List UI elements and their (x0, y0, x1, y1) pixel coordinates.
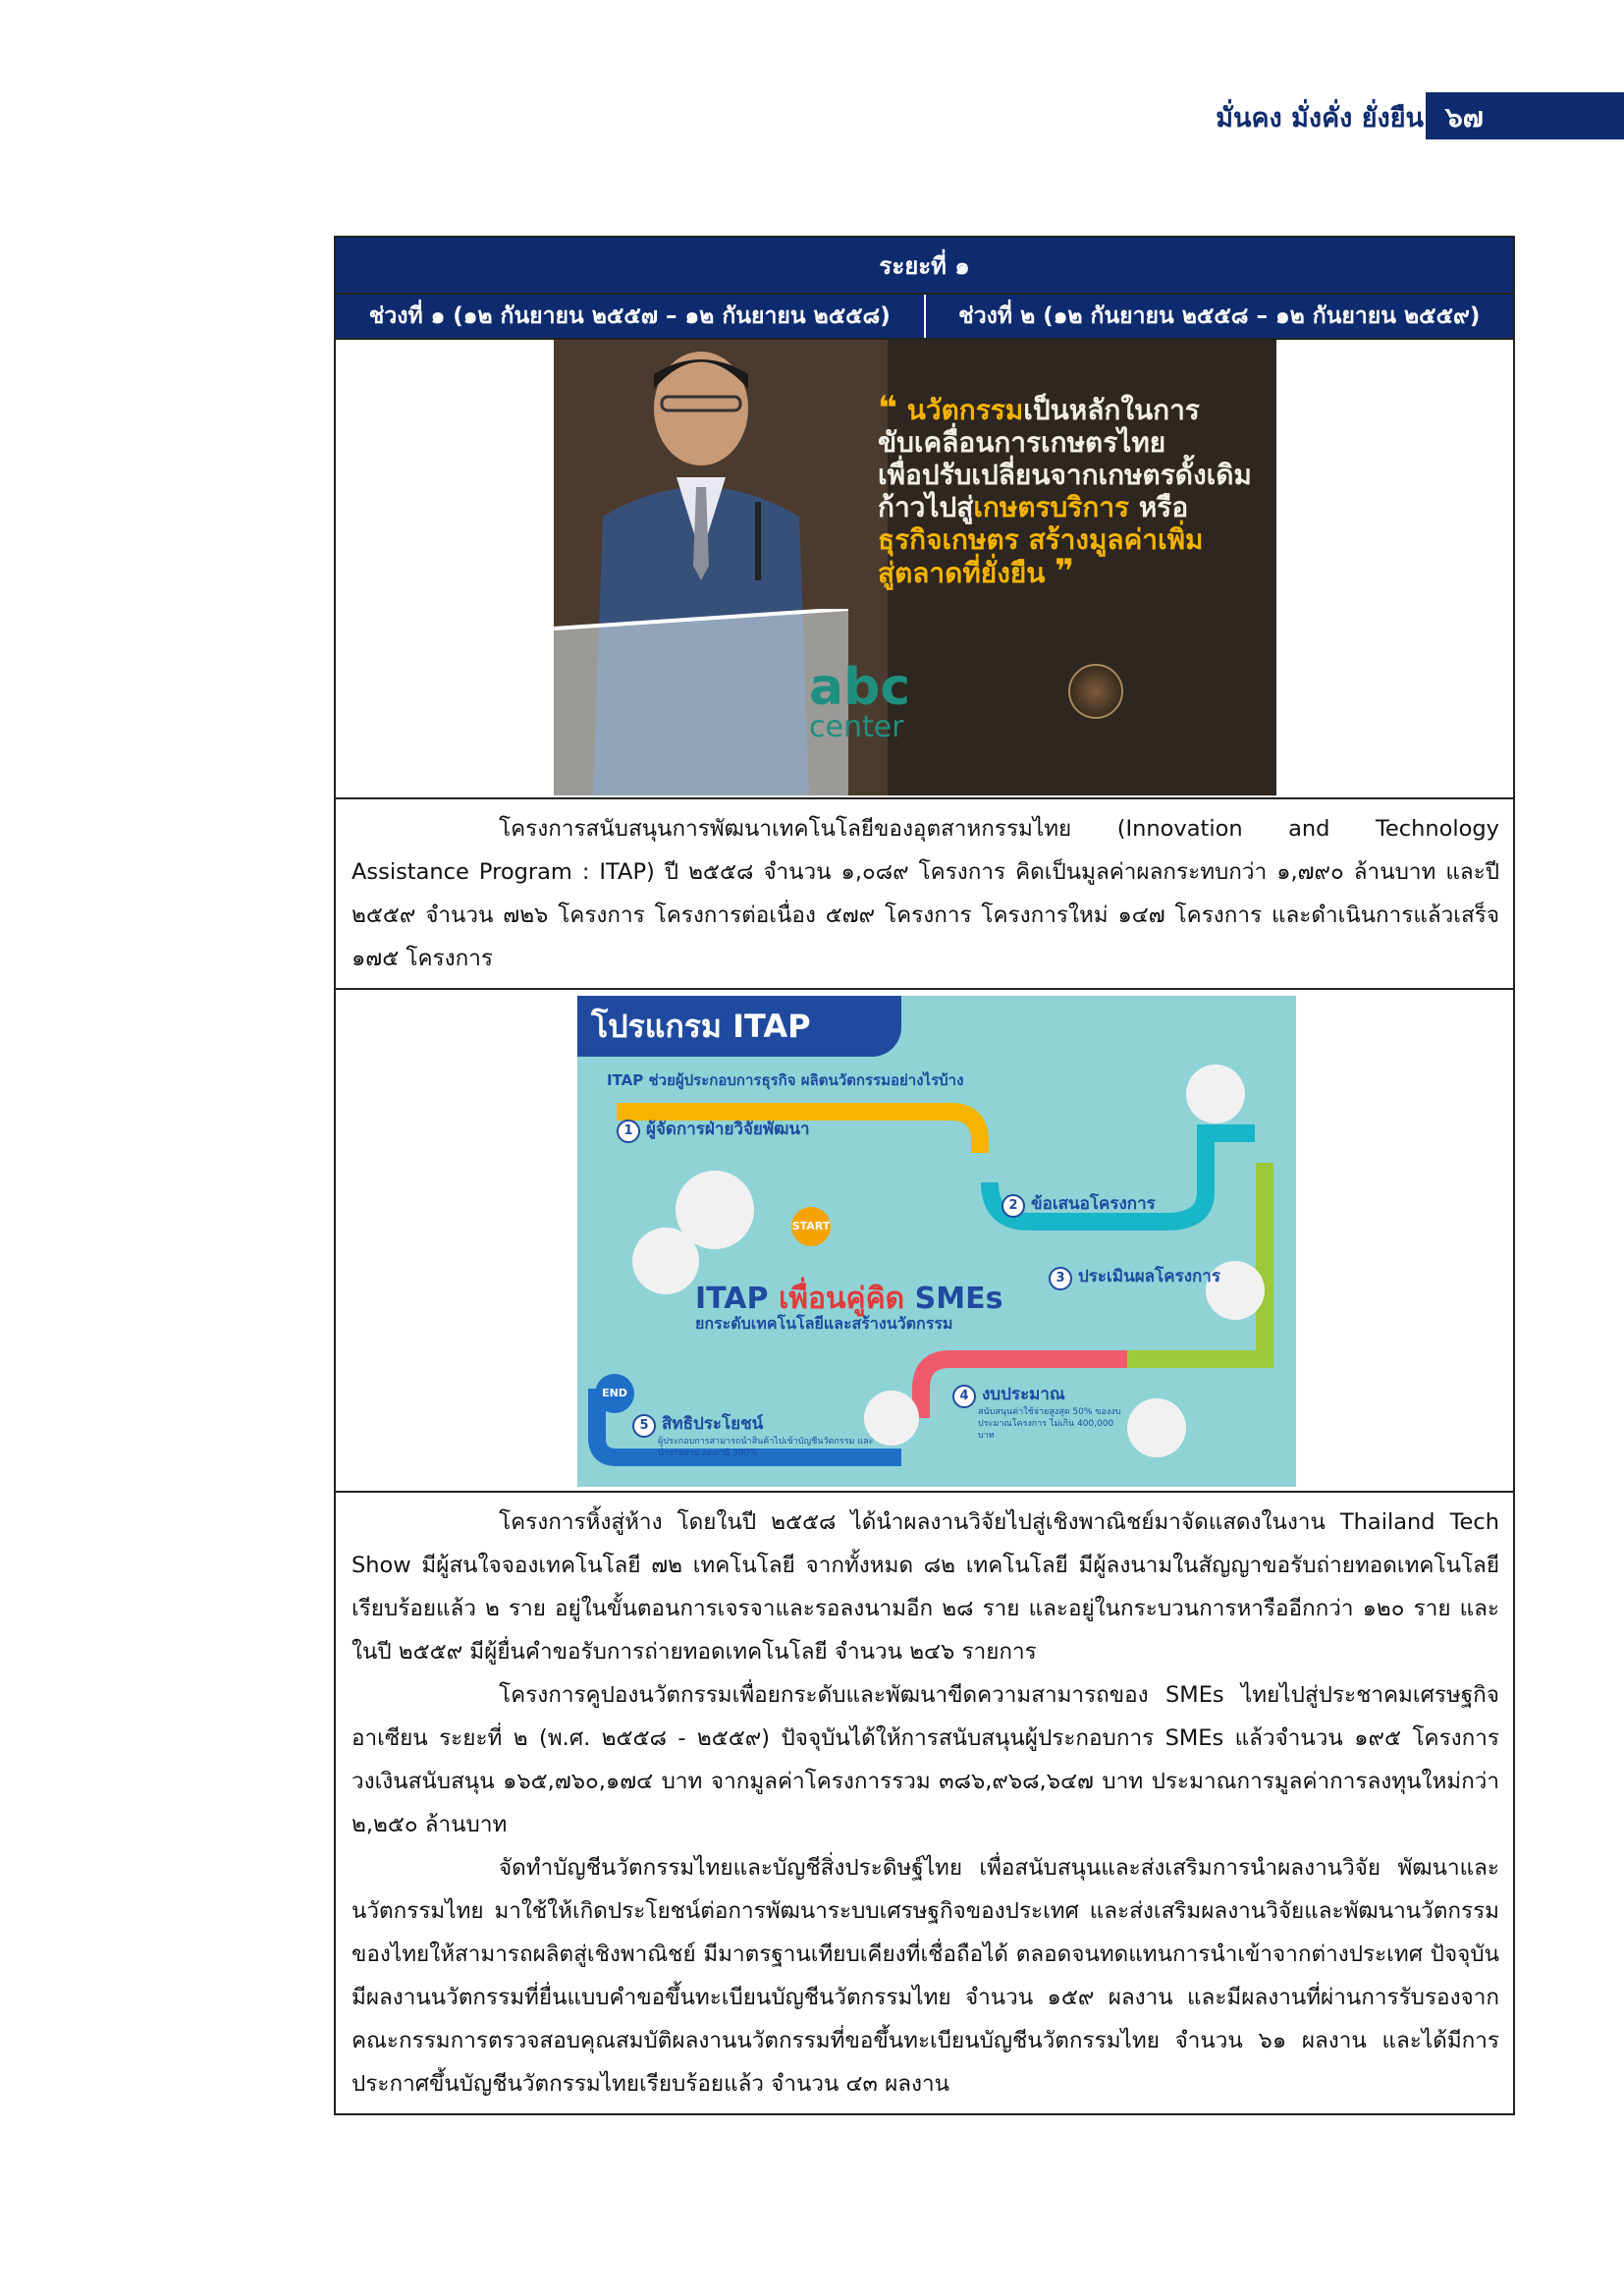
innovation-list-text: จัดทำบัญชีนวัตกรรมไทยและบัญชีสิ่งประดิษฐ์ไทย เพื่อสนับสนุนและส่งเสริมการนำผลงานวิจัย พัฒนาและนวัตกรรมไทย มาใช้ให้เกิดประโยชน์ต่อการพัฒนาระบบเศรษฐกิจของประเทศ และส่งเสริมผลงานวิจัยและพัฒนานวัตกรรมของไทยให้สามารถผลิตสู่เชิงพาณิชย์ มีมาตรฐานเทียบเคียงที่เชื่อถือได้ ตลอดจนทดแทนการนำเข้าจากต่างประเทศ ปัจจุบันมีผลงานนวัตกรรมที่ยื่นแบบคำขอขึ้นทะเบียนบัญชีนวัตกรรมไทย จำนวน ๑๕๙ ผลงาน และมีผลงานที่ผ่านการรับรองจากคณะกรรมการตรวจสอบคุณสมบัติผลงานนวัตกรรมที่ขอขึ้นทะเบียนบัญชีนวัตกรรมไทย จำนวน ๖๑ ผลงาน และได้มีการประกาศขึ้นบัญชีนวัตกรรมไทยเรียบร้อยแล้ว จำนวน ๔๓ ผลงาน (352, 1855, 1499, 2097)
quote-line-4-end: หรือ (1129, 491, 1189, 523)
center-smes: SMEs (914, 1282, 1003, 1316)
center-itap: ITAP (695, 1282, 769, 1316)
table-title: ระยะที่ ๑ (336, 238, 1513, 295)
itap-infographic (577, 996, 1296, 1487)
step-5-description: ผู้ประกอบการสามารถนำสินค้าไปเข้าบัญชีนวัตกรรม และนำรายจ่าย ลดภาษี 300% (658, 1437, 874, 1458)
step-1: 1 ผู้จัดการฝ่ายวิจัยพัฒนา (617, 1116, 810, 1143)
quote-line-4: ก้าวไปสู่ (878, 491, 974, 523)
quote-line-2: ขับเคลื่อนการเกษตรไทย (878, 426, 1166, 459)
step-4-description: สนับสนุนค่าใช้จ่ายสูงสุด 50% ของงบประมาณโครงการ ไม่เกิน 400,000 บาท (978, 1407, 1121, 1441)
period-2-header: ช่วงที่ ๒ (๑๒ กันยายน ๒๕๕๘ – ๑๒ กันยายน ๒๕๕๙) (924, 295, 1514, 338)
header-slogan: มั่นคง มั่งคั่ง ยั่งยืน (1216, 103, 1424, 134)
end-badge: END (595, 1374, 634, 1413)
page-number-box (1426, 92, 1624, 139)
logo-center: center (809, 710, 904, 744)
ministry-seal-icon (1068, 664, 1123, 719)
programs-detail-row (336, 1493, 1513, 2113)
infographic-center-subtitle: ยกระดับเทคโนโลยีและสร้างนวัตกรรม (695, 1314, 953, 1333)
logo-abc: abc (809, 658, 911, 717)
page-number: ๖๗ (1445, 101, 1484, 134)
photo-row (336, 340, 1513, 799)
quote-line-6-hl: สู่ตลาดที่ยั่งยืน (878, 557, 1046, 589)
quote-line-1-hl: นวัตกรรม (906, 394, 1024, 426)
podium (554, 609, 848, 795)
event-photo (554, 340, 1276, 795)
infographic-title: โปรแกรม ITAP (577, 996, 901, 1057)
innovation-coupon-text: โครงการคูปองนวัตกรรมเพื่อยกระดับและพัฒนาขีดความสามารถของ SMEs ไทยไปสู่ประชาคมเศรษฐกิจอาเซียน ระยะที่ ๒ (พ.ศ. ๒๕๕๘ - ๒๕๕๙) ปัจจุบันได้ให้การสนับสนุนผู้ประกอบการ SMEs แล้วจำนวน ๑๙๕ โครงการ วงเงินสนับสนุน ๑๖๕,๗๖๐,๑๗๔ บาท จากมูลค่าโครงการรวม ๓๘๖,๙๖๘,๖๔๗ บาท ประมาณการมูลค่าการลงทุนใหม่กว่า ๒,๒๕๐ ล้านบาท (352, 1682, 1499, 1837)
period-1-header: ช่วงที่ ๑ (๑๒ กันยายน ๒๕๕๗ – ๑๒ กันยายน ๒๕๕๘) (368, 303, 891, 329)
itap-summary-text: โครงการสนับสนุนการพัฒนาเทคโนโลยีของอุตสาหกรรมไทย (Innovation and Technology Assistance Program : ITAP) ปี ๒๕๕๘ จำนวน ๑,๐๘๙ โครงการ คิดเป็นมูลค่าผลกระทบกว่า ๑,๗๙๐ ล้านบาท และปี ๒๕๕๙ จำนวน ๗๒๖ โครงการ โครงการต่อเนื่อง ๕๗๙ โครงการ โครงการใหม่ ๑๔๗ โครงการ และดำเนินการแล้วเสร็จ ๑๗๕ โครงการ (352, 816, 1499, 971)
infographic-row (336, 990, 1513, 1493)
step-4: 4 งบประมาณ (952, 1381, 1065, 1408)
quote-line-5-hl: ธุรกิจเกษตร สร้างมูลค่าเพิ่ม (878, 523, 1204, 556)
start-badge: START (791, 1207, 831, 1246)
quote-line-3: เพื่อปรับเปลี่ยนจากเกษตรดั้งเดิม (878, 459, 1252, 491)
itap-summary-row (336, 799, 1513, 990)
infographic-subtitle: ITAP ช่วยผู้ประกอบการธุรกิจ ผลิตนวัตกรรมอย่างไรบ้าง (607, 1071, 964, 1089)
quote-line-1: เป็นหลักในการ (1023, 394, 1200, 426)
step-5: 5 สิทธิประโยชน์ (632, 1410, 763, 1438)
phase-table (334, 236, 1515, 2115)
step-2: 2 ข้อเสนอโครงการ (1001, 1190, 1156, 1218)
quote-open-icon: ❝ (878, 389, 897, 428)
photo-quote (878, 389, 1261, 591)
tech-show-text: โครงการหิ้งสู่ห้าง โดยในปี ๒๕๕๘ ได้นำผลงานวิจัยไปสู่เชิงพาณิชย์มาจัดแสดงในงาน Thailand Tech Show มีผู้สนใจจองเทคโนโลยี ๗๒ เทคโนโลยี จากทั้งหมด ๘๒ เทคโนโลยี มีผู้ลงนามในสัญญาขอรับถ่ายทอดเทคโนโลยีเรียบร้อยแล้ว ๒ ราย อยู่ในขั้นตอนการเจรจาและรอลงนามอีก ๒๘ ราย และอยู่ในกระบวนการหารืออีกกว่า ๑๒๐ ราย และในปี ๒๕๕๙ มีผู้ยื่นคำขอรับการถ่ายทอดเทคโนโลยี จำนวน ๒๔๖ รายการ (352, 1509, 1500, 1665)
step-3: 3 ประเมินผลโครงการ (1049, 1263, 1220, 1290)
period-header-row (336, 295, 1513, 340)
quote-line-4-hl: เกษตรบริการ (973, 491, 1130, 523)
quote-close-icon: ❞ (1055, 552, 1075, 591)
center-highlight: เพื่อนคู่คิด (778, 1282, 905, 1316)
